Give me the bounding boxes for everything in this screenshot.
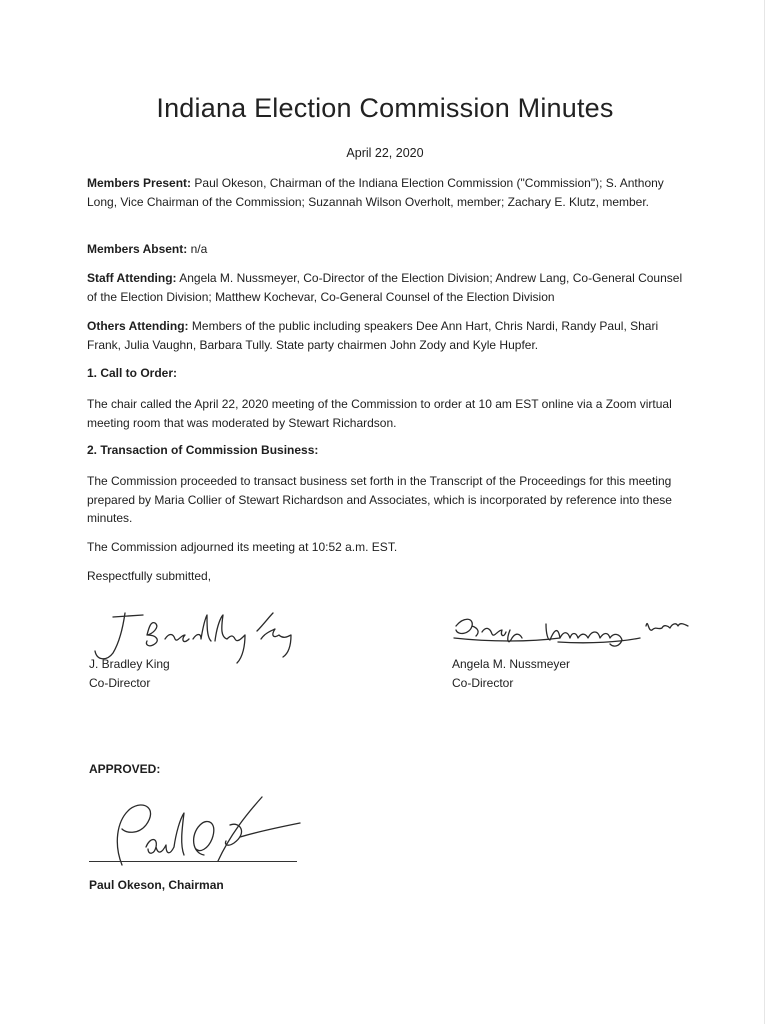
closing-text: Respectfully submitted, [87,569,212,583]
meeting-date: April 22, 2020 [346,146,424,160]
others-attending-text: Members of the public including speakers Dee Ann Hart, Chris Nardi, Randy Paul, Shari Frank, Julia Vaughn, Barbara Tully. State party chairmen John Zody and Kyle Hupfer. [87,319,659,352]
signatory-2-title: Co-Director [452,676,514,690]
adjourned-text: The Commission adjourned its meeting at 10:52 a.m. EST. [87,540,398,554]
approved-label: APPROVED: [89,762,161,776]
members-present-paragraph [87,174,687,211]
staff-attending-paragraph [87,269,687,306]
signatory-2 [452,655,570,693]
signatory-1 [89,655,170,693]
document-title: Indiana Election Commission Minutes [156,93,614,123]
members-absent-text: n/a [190,242,208,256]
staff-attending-label: Staff Attending: [87,271,177,285]
signature-paul-okeson [100,785,320,885]
call-to-order-heading: 1. Call to Order: [87,366,178,380]
staff-attending-text: Angela M. Nussmeyer, Co-Director of the Election Division; Andrew Lang, Co-General Counsel of the Election Division; Matthew Kochevar, Co-General Counsel of the Election Division [87,271,683,304]
members-absent-paragraph [87,240,687,259]
chairman-name: Paul Okeson, Chairman [89,878,224,892]
business-text: The Commission proceeded to transact business set forth in the Transcript of the Proceedings for this meeting prepared by Maria Collier of Stewart Richardson and Associates, which is incorporated by reference into these minutes. [87,474,672,525]
signatory-1-title: Co-Director [89,676,151,690]
business-heading: 2. Transaction of Commission Business: [87,443,319,457]
signatory-2-name: Angela M. Nussmeyer [452,657,571,671]
chairman-signature-line [89,861,297,862]
members-absent-label: Members Absent: [87,242,188,256]
others-attending-label: Others Attending: [87,319,189,333]
signatory-1-name: J. Bradley King [89,657,170,671]
others-attending-paragraph [87,317,687,354]
members-present-label: Members Present: [87,176,192,190]
members-present-text: Paul Okeson, Chairman of the Indiana Election Commission ("Commission"); S. Anthony Long, Vice Chairman of the Commission; Suzannah Wilson Overholt, member; Zachary E. Klutz, member. [87,176,664,209]
call-to-order-text: The chair called the April 22, 2020 meeting of the Commission to order at 10 am EST online via a Zoom virtual meeting room that was moderated by Stewart Richardson. [87,397,672,430]
